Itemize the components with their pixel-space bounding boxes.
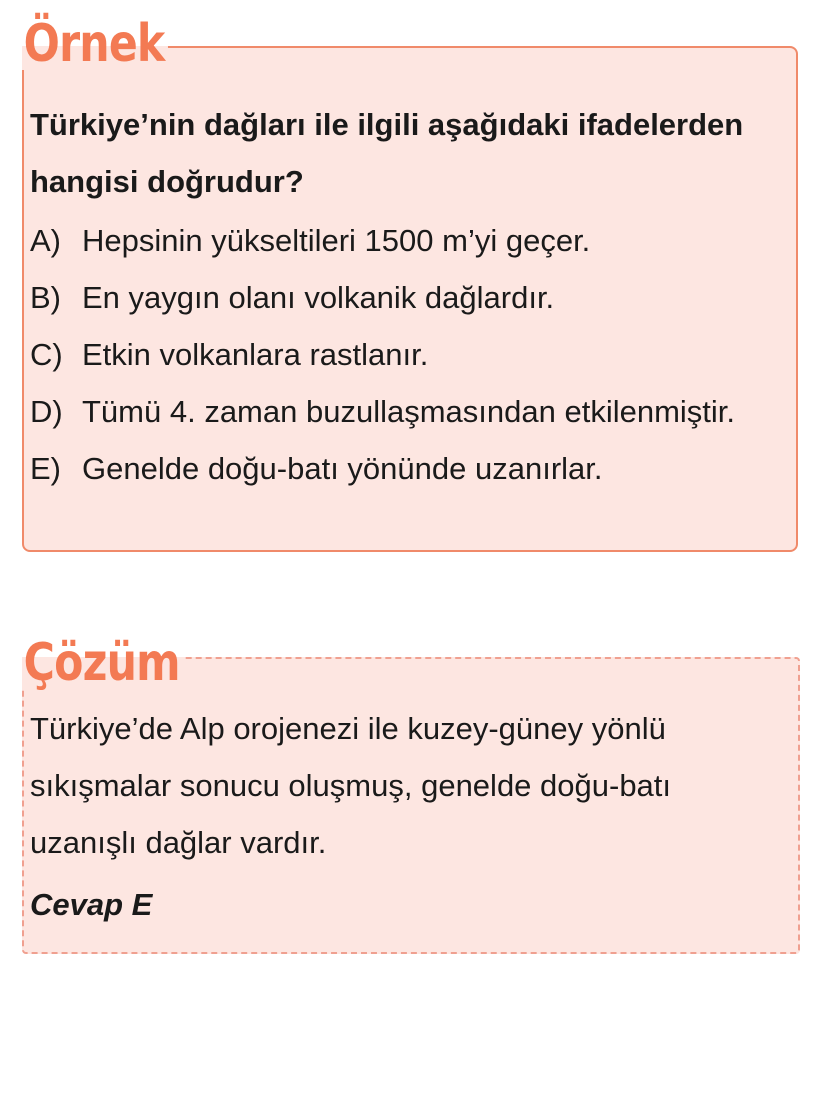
option-text: Tümü 4. zaman buzullaşmasından etkilenmiştir. — [82, 394, 736, 429]
option-letter: E) — [30, 451, 61, 486]
solution-text: Türkiye’de Alp orojenezi ile kuzey-güney yönlü sıkışmalar sonucu oluşmuş, genelde doğu-batı uzanışlı dağlar vardır. — [30, 711, 672, 860]
solution-heading: Çözüm — [22, 637, 183, 689]
option-text: Hepsinin yükseltileri 1500 m’yi geçer. — [82, 223, 591, 258]
option-d — [30, 383, 790, 440]
question-text: Türkiye’nin dağları ile ilgili aşağıdaki ifadelerden hangisi doğrudur? — [30, 107, 744, 199]
option-letter: D) — [30, 394, 63, 429]
option-letter: C) — [30, 337, 63, 372]
option-b — [30, 269, 790, 326]
example-heading: Örnek — [22, 18, 168, 70]
option-letter: B) — [30, 280, 61, 315]
answer-options-list — [30, 212, 790, 497]
option-text: Etkin volkanlara rastlanır. — [82, 337, 429, 372]
option-text: En yaygın olanı volkanik dağlardır. — [82, 280, 555, 315]
option-e — [30, 440, 790, 497]
option-a — [30, 212, 790, 269]
option-c — [30, 326, 790, 383]
option-text: Genelde doğu-batı yönünde uzanırlar. — [82, 451, 603, 486]
answer-label: Cevap E — [30, 887, 153, 922]
option-letter: A) — [30, 223, 61, 258]
